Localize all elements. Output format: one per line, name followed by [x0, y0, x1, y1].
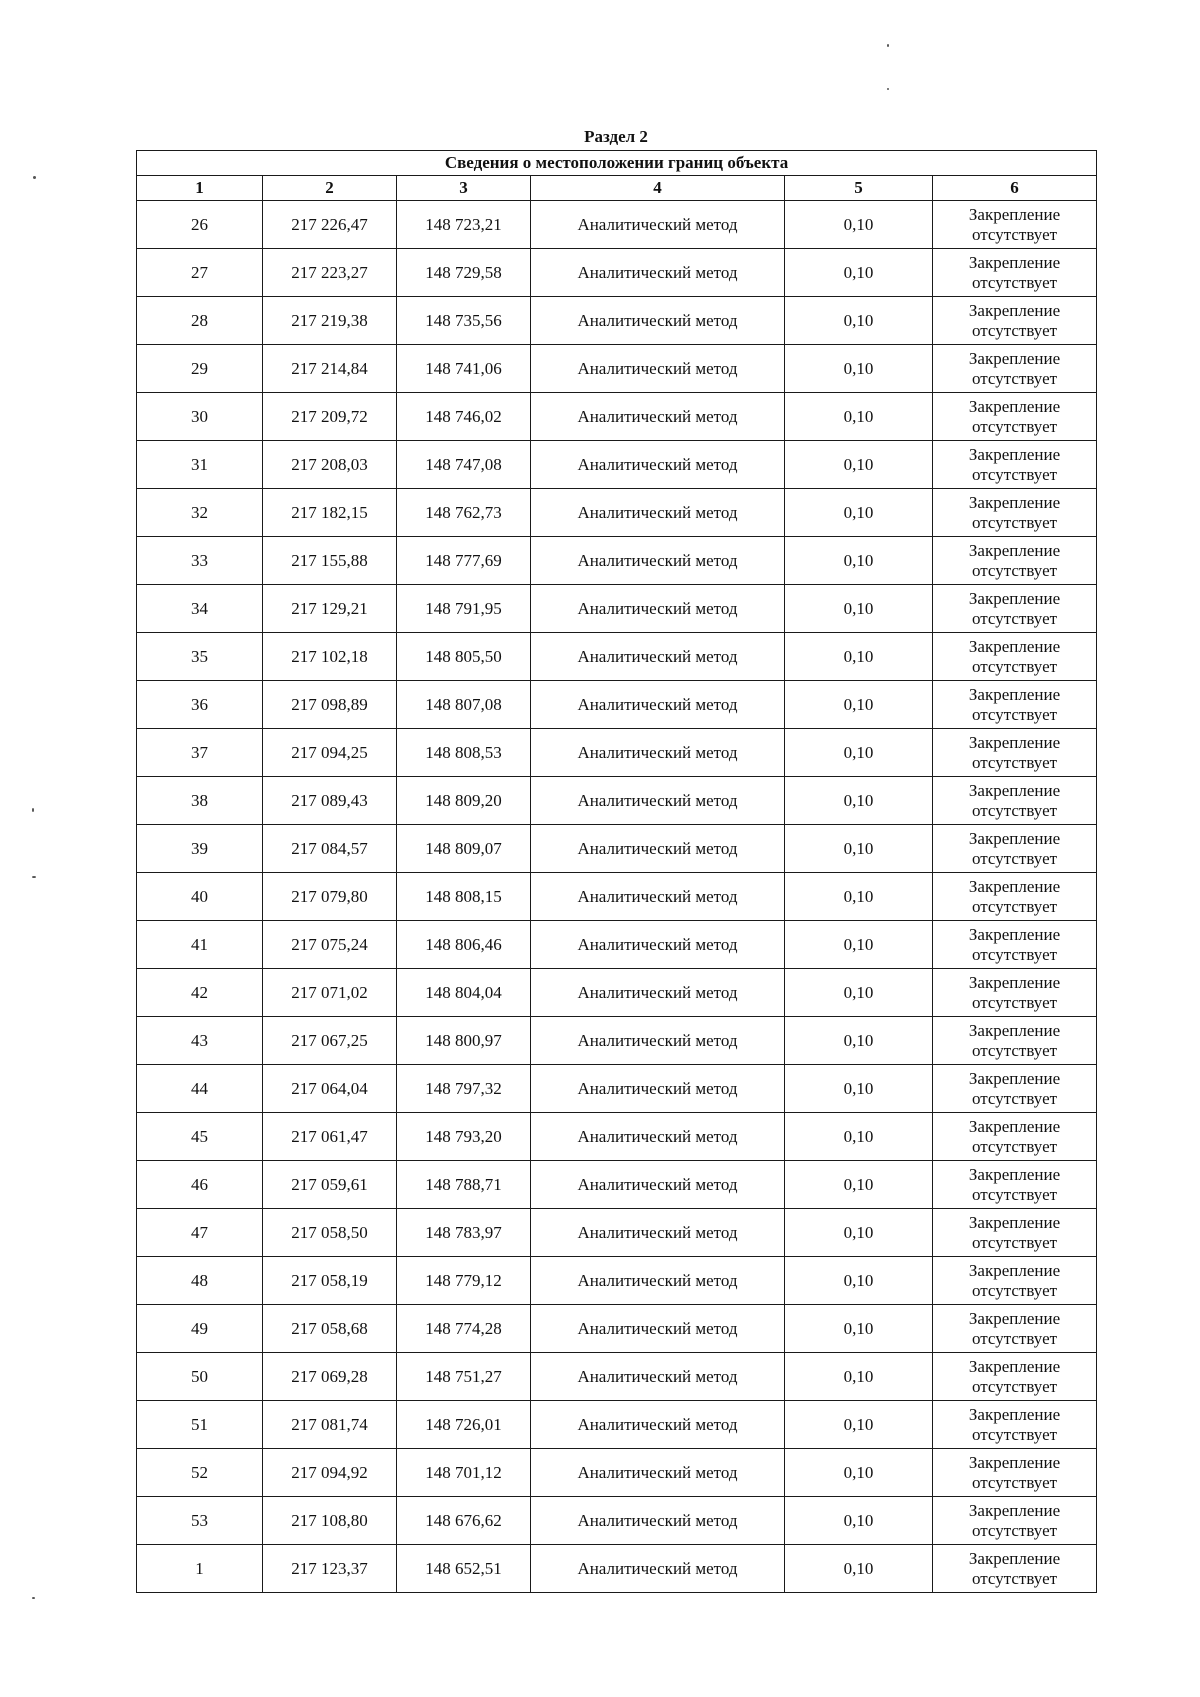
scan-speck — [887, 88, 889, 90]
table-row — [137, 873, 1097, 921]
fixing-line-2: отсутствует — [972, 896, 1058, 916]
table-row — [137, 441, 1097, 489]
column-header-2: 2 — [263, 176, 397, 201]
scan-speck — [32, 1597, 35, 1599]
coordinate-x: 217 089,43 — [263, 777, 397, 825]
accuracy-value: 0,10 — [785, 729, 933, 777]
point-number: 28 — [137, 297, 263, 345]
fixing-line-1: Закрепление — [968, 1212, 1061, 1232]
fixing-description — [933, 1401, 1097, 1449]
fixing-description — [933, 1449, 1097, 1497]
determination-method: Аналитический метод — [531, 297, 785, 345]
table-row — [137, 1113, 1097, 1161]
determination-method: Аналитический метод — [531, 681, 785, 729]
determination-method: Аналитический метод — [531, 873, 785, 921]
point-number: 45 — [137, 1113, 263, 1161]
fixing-line-1: Закрепление — [968, 1116, 1061, 1136]
table-row — [137, 1065, 1097, 1113]
fixing-description — [933, 441, 1097, 489]
coordinate-x: 217 058,50 — [263, 1209, 397, 1257]
fixing-line-2: отсутствует — [972, 464, 1058, 484]
coordinate-x: 217 098,89 — [263, 681, 397, 729]
fixing-description — [933, 729, 1097, 777]
fixing-line-1: Закрепление — [968, 492, 1061, 512]
coordinate-x: 217 108,80 — [263, 1497, 397, 1545]
fixing-line-1: Закрепление — [968, 300, 1061, 320]
accuracy-value: 0,10 — [785, 441, 933, 489]
accuracy-value: 0,10 — [785, 201, 933, 249]
coordinate-y: 148 701,12 — [397, 1449, 531, 1497]
coordinate-y: 148 774,28 — [397, 1305, 531, 1353]
fixing-line-2: отсутствует — [972, 1568, 1058, 1588]
coordinate-x: 217 075,24 — [263, 921, 397, 969]
determination-method: Аналитический метод — [531, 1161, 785, 1209]
coordinate-y: 148 807,08 — [397, 681, 531, 729]
determination-method: Аналитический метод — [531, 825, 785, 873]
point-number: 34 — [137, 585, 263, 633]
coordinate-x: 217 102,18 — [263, 633, 397, 681]
fixing-line-2: отсутствует — [972, 1328, 1058, 1348]
fixing-line-1: Закрепление — [968, 1308, 1061, 1328]
coordinate-x: 217 059,61 — [263, 1161, 397, 1209]
coordinate-y: 148 779,12 — [397, 1257, 531, 1305]
determination-method: Аналитический метод — [531, 1209, 785, 1257]
determination-method: Аналитический метод — [531, 1113, 785, 1161]
fixing-line-2: отсутствует — [972, 560, 1058, 580]
fixing-line-1: Закрепление — [968, 780, 1061, 800]
accuracy-value: 0,10 — [785, 1449, 933, 1497]
coordinate-y: 148 809,20 — [397, 777, 531, 825]
accuracy-value: 0,10 — [785, 1497, 933, 1545]
fixing-description — [933, 297, 1097, 345]
coordinate-x: 217 155,88 — [263, 537, 397, 585]
table-row — [137, 1161, 1097, 1209]
point-number: 37 — [137, 729, 263, 777]
fixing-description — [933, 1065, 1097, 1113]
coordinate-y: 148 747,08 — [397, 441, 531, 489]
coordinate-y: 148 751,27 — [397, 1353, 531, 1401]
point-number: 43 — [137, 1017, 263, 1065]
determination-method: Аналитический метод — [531, 633, 785, 681]
point-number: 36 — [137, 681, 263, 729]
accuracy-value: 0,10 — [785, 1161, 933, 1209]
coordinate-y: 148 809,07 — [397, 825, 531, 873]
table-row — [137, 393, 1097, 441]
scan-speck — [887, 44, 889, 47]
table-row — [137, 1305, 1097, 1353]
determination-method: Аналитический метод — [531, 1401, 785, 1449]
determination-method: Аналитический метод — [531, 393, 785, 441]
determination-method: Аналитический метод — [531, 1017, 785, 1065]
accuracy-value: 0,10 — [785, 1113, 933, 1161]
fixing-line-2: отсутствует — [972, 1184, 1058, 1204]
determination-method: Аналитический метод — [531, 249, 785, 297]
fixing-description — [933, 969, 1097, 1017]
fixing-description — [933, 1257, 1097, 1305]
fixing-line-1: Закрепление — [968, 684, 1061, 704]
table-row — [137, 1353, 1097, 1401]
fixing-description — [933, 777, 1097, 825]
fixing-line-2: отсутствует — [972, 1232, 1058, 1252]
point-number: 27 — [137, 249, 263, 297]
table-row — [137, 537, 1097, 585]
fixing-line-2: отсутствует — [972, 368, 1058, 388]
determination-method: Аналитический метод — [531, 729, 785, 777]
fixing-line-2: отсутствует — [972, 224, 1058, 244]
determination-method: Аналитический метод — [531, 921, 785, 969]
accuracy-value: 0,10 — [785, 1545, 933, 1593]
coordinate-y: 148 777,69 — [397, 537, 531, 585]
accuracy-value: 0,10 — [785, 681, 933, 729]
column-header-row — [137, 176, 1097, 201]
fixing-description — [933, 1545, 1097, 1593]
table-row — [137, 585, 1097, 633]
column-header-5: 5 — [785, 176, 933, 201]
fixing-line-1: Закрепление — [968, 876, 1061, 896]
table-row — [137, 297, 1097, 345]
determination-method: Аналитический метод — [531, 1449, 785, 1497]
fixing-line-2: отсутствует — [972, 1088, 1058, 1108]
table-row — [137, 1401, 1097, 1449]
point-number: 49 — [137, 1305, 263, 1353]
fixing-line-1: Закрепление — [968, 252, 1061, 272]
coordinate-x: 217 058,68 — [263, 1305, 397, 1353]
coordinate-y: 148 805,50 — [397, 633, 531, 681]
accuracy-value: 0,10 — [785, 297, 933, 345]
fixing-line-2: отсутствует — [972, 416, 1058, 436]
fixing-line-1: Закрепление — [968, 924, 1061, 944]
fixing-line-2: отсутствует — [972, 1376, 1058, 1396]
point-number: 53 — [137, 1497, 263, 1545]
fixing-description — [933, 489, 1097, 537]
accuracy-value: 0,10 — [785, 825, 933, 873]
fixing-line-2: отсутствует — [972, 1280, 1058, 1300]
point-number: 40 — [137, 873, 263, 921]
fixing-description — [933, 633, 1097, 681]
fixing-line-2: отсутствует — [972, 704, 1058, 724]
point-number: 50 — [137, 1353, 263, 1401]
fixing-line-1: Закрепление — [968, 1500, 1061, 1520]
table-row — [137, 729, 1097, 777]
point-number: 44 — [137, 1065, 263, 1113]
fixing-line-2: отсутствует — [972, 1424, 1058, 1444]
scan-speck — [33, 176, 36, 179]
fixing-description — [933, 1209, 1097, 1257]
coordinate-x: 217 094,92 — [263, 1449, 397, 1497]
fixing-description — [933, 201, 1097, 249]
coordinate-y: 148 800,97 — [397, 1017, 531, 1065]
point-number: 29 — [137, 345, 263, 393]
coordinate-x: 217 226,47 — [263, 201, 397, 249]
coordinate-y: 148 746,02 — [397, 393, 531, 441]
fixing-description — [933, 585, 1097, 633]
fixing-line-2: отсутствует — [972, 848, 1058, 868]
coordinate-y: 148 806,46 — [397, 921, 531, 969]
determination-method: Аналитический метод — [531, 969, 785, 1017]
point-number: 1 — [137, 1545, 263, 1593]
coordinate-y: 148 808,53 — [397, 729, 531, 777]
accuracy-value: 0,10 — [785, 393, 933, 441]
coordinate-x: 217 058,19 — [263, 1257, 397, 1305]
table-caption: Сведения о местоположении границ объекта — [137, 151, 1097, 176]
coordinate-y: 148 723,21 — [397, 201, 531, 249]
determination-method: Аналитический метод — [531, 537, 785, 585]
fixing-line-2: отсутствует — [972, 800, 1058, 820]
column-header-1: 1 — [137, 176, 263, 201]
fixing-line-1: Закрепление — [968, 1068, 1061, 1088]
fixing-description — [933, 681, 1097, 729]
determination-method: Аналитический метод — [531, 1497, 785, 1545]
coordinate-x: 217 129,21 — [263, 585, 397, 633]
section-title: Раздел 2 — [584, 127, 648, 146]
fixing-line-2: отсутствует — [972, 1520, 1058, 1540]
coordinate-y: 148 729,58 — [397, 249, 531, 297]
fixing-description — [933, 1113, 1097, 1161]
fixing-description — [933, 1305, 1097, 1353]
fixing-line-2: отсутствует — [972, 656, 1058, 676]
fixing-description — [933, 345, 1097, 393]
accuracy-value: 0,10 — [785, 1305, 933, 1353]
accuracy-value: 0,10 — [785, 1017, 933, 1065]
point-number: 35 — [137, 633, 263, 681]
coordinate-y: 148 791,95 — [397, 585, 531, 633]
point-number: 46 — [137, 1161, 263, 1209]
fixing-description — [933, 1161, 1097, 1209]
coordinate-x: 217 069,28 — [263, 1353, 397, 1401]
point-number: 42 — [137, 969, 263, 1017]
column-header-6: 6 — [933, 176, 1097, 201]
fixing-line-1: Закрепление — [968, 1260, 1061, 1280]
fixing-line-1: Закрепление — [968, 828, 1061, 848]
coordinate-y: 148 783,97 — [397, 1209, 531, 1257]
fixing-line-2: отсутствует — [972, 320, 1058, 340]
determination-method: Аналитический метод — [531, 201, 785, 249]
coordinate-x: 217 071,02 — [263, 969, 397, 1017]
determination-method: Аналитический метод — [531, 441, 785, 489]
coordinate-x: 217 094,25 — [263, 729, 397, 777]
coordinate-x: 217 223,27 — [263, 249, 397, 297]
fixing-line-1: Закрепление — [968, 1020, 1061, 1040]
coordinate-y: 148 804,04 — [397, 969, 531, 1017]
point-number: 38 — [137, 777, 263, 825]
fixing-description — [933, 873, 1097, 921]
point-number: 26 — [137, 201, 263, 249]
fixing-line-1: Закрепление — [968, 396, 1061, 416]
table-row — [137, 921, 1097, 969]
fixing-description — [933, 825, 1097, 873]
coordinate-y: 148 793,20 — [397, 1113, 531, 1161]
fixing-line-1: Закрепление — [968, 732, 1061, 752]
coordinate-y: 148 676,62 — [397, 1497, 531, 1545]
point-number: 33 — [137, 537, 263, 585]
coordinate-x: 217 123,37 — [263, 1545, 397, 1593]
fixing-description — [933, 537, 1097, 585]
table-row — [137, 825, 1097, 873]
accuracy-value: 0,10 — [785, 537, 933, 585]
fixing-line-2: отсутствует — [972, 944, 1058, 964]
coordinate-y: 148 735,56 — [397, 297, 531, 345]
table-row — [137, 249, 1097, 297]
column-header-3: 3 — [397, 176, 531, 201]
coordinate-x: 217 061,47 — [263, 1113, 397, 1161]
fixing-line-1: Закрепление — [968, 1164, 1061, 1184]
accuracy-value: 0,10 — [785, 633, 933, 681]
point-number: 32 — [137, 489, 263, 537]
accuracy-value: 0,10 — [785, 873, 933, 921]
coordinate-y: 148 797,32 — [397, 1065, 531, 1113]
fixing-line-2: отсутствует — [972, 992, 1058, 1012]
fixing-line-1: Закрепление — [968, 204, 1061, 224]
coordinate-y: 148 788,71 — [397, 1161, 531, 1209]
point-number: 48 — [137, 1257, 263, 1305]
point-number: 51 — [137, 1401, 263, 1449]
accuracy-value: 0,10 — [785, 249, 933, 297]
table-caption-row — [137, 151, 1097, 176]
fixing-description — [933, 921, 1097, 969]
fixing-line-1: Закрепление — [968, 972, 1061, 992]
accuracy-value: 0,10 — [785, 1353, 933, 1401]
column-header-4: 4 — [531, 176, 785, 201]
coordinate-y: 148 808,15 — [397, 873, 531, 921]
fixing-line-2: отсутствует — [972, 512, 1058, 532]
accuracy-value: 0,10 — [785, 1257, 933, 1305]
fixing-description — [933, 1017, 1097, 1065]
coordinate-x: 217 219,38 — [263, 297, 397, 345]
table-row — [137, 681, 1097, 729]
accuracy-value: 0,10 — [785, 345, 933, 393]
accuracy-value: 0,10 — [785, 1209, 933, 1257]
point-number: 30 — [137, 393, 263, 441]
accuracy-value: 0,10 — [785, 1401, 933, 1449]
point-number: 41 — [137, 921, 263, 969]
table-row — [137, 1449, 1097, 1497]
table-row — [137, 345, 1097, 393]
table-row — [137, 1497, 1097, 1545]
determination-method: Аналитический метод — [531, 489, 785, 537]
fixing-line-1: Закрепление — [968, 444, 1061, 464]
accuracy-value: 0,10 — [785, 585, 933, 633]
boundary-coordinates-table — [136, 150, 1097, 1593]
accuracy-value: 0,10 — [785, 921, 933, 969]
fixing-line-2: отсутствует — [972, 1136, 1058, 1156]
determination-method: Аналитический метод — [531, 1545, 785, 1593]
determination-method: Аналитический метод — [531, 777, 785, 825]
scan-speck — [32, 876, 36, 878]
determination-method: Аналитический метод — [531, 585, 785, 633]
fixing-line-1: Закрепление — [968, 1356, 1061, 1376]
coordinate-x: 217 214,84 — [263, 345, 397, 393]
table-row — [137, 1257, 1097, 1305]
coordinate-x: 217 182,15 — [263, 489, 397, 537]
accuracy-value: 0,10 — [785, 489, 933, 537]
accuracy-value: 0,10 — [785, 1065, 933, 1113]
fixing-line-1: Закрепление — [968, 540, 1061, 560]
fixing-description — [933, 249, 1097, 297]
fixing-line-2: отсутствует — [972, 752, 1058, 772]
coordinate-x: 217 208,03 — [263, 441, 397, 489]
table-row — [137, 969, 1097, 1017]
determination-method: Аналитический метод — [531, 1257, 785, 1305]
scan-speck — [32, 808, 34, 812]
fixing-line-2: отсутствует — [972, 1040, 1058, 1060]
fixing-line-2: отсутствует — [972, 608, 1058, 628]
table-row — [137, 201, 1097, 249]
fixing-description — [933, 393, 1097, 441]
fixing-line-2: отсутствует — [972, 1472, 1058, 1492]
accuracy-value: 0,10 — [785, 777, 933, 825]
determination-method: Аналитический метод — [531, 345, 785, 393]
coordinate-x: 217 067,25 — [263, 1017, 397, 1065]
coordinate-x: 217 079,80 — [263, 873, 397, 921]
fixing-line-1: Закрепление — [968, 588, 1061, 608]
coordinate-y: 148 762,73 — [397, 489, 531, 537]
fixing-line-1: Закрепление — [968, 348, 1061, 368]
table-row — [137, 777, 1097, 825]
point-number: 31 — [137, 441, 263, 489]
table-row — [137, 1545, 1097, 1593]
determination-method: Аналитический метод — [531, 1353, 785, 1401]
point-number: 39 — [137, 825, 263, 873]
coordinate-x: 217 081,74 — [263, 1401, 397, 1449]
fixing-description — [933, 1497, 1097, 1545]
point-number: 52 — [137, 1449, 263, 1497]
fixing-line-1: Закрепление — [968, 1452, 1061, 1472]
coordinate-x: 217 084,57 — [263, 825, 397, 873]
coordinate-y: 148 726,01 — [397, 1401, 531, 1449]
accuracy-value: 0,10 — [785, 969, 933, 1017]
coordinate-x: 217 209,72 — [263, 393, 397, 441]
fixing-line-1: Закрепление — [968, 1548, 1061, 1568]
point-number: 47 — [137, 1209, 263, 1257]
determination-method: Аналитический метод — [531, 1065, 785, 1113]
fixing-line-1: Закрепление — [968, 636, 1061, 656]
fixing-description — [933, 1353, 1097, 1401]
coordinate-y: 148 652,51 — [397, 1545, 531, 1593]
table-row — [137, 1209, 1097, 1257]
table-row — [137, 1017, 1097, 1065]
fixing-line-1: Закрепление — [968, 1404, 1061, 1424]
fixing-line-2: отсутствует — [972, 272, 1058, 292]
table-row — [137, 489, 1097, 537]
coordinate-y: 148 741,06 — [397, 345, 531, 393]
table-row — [137, 633, 1097, 681]
coordinate-x: 217 064,04 — [263, 1065, 397, 1113]
determination-method: Аналитический метод — [531, 1305, 785, 1353]
